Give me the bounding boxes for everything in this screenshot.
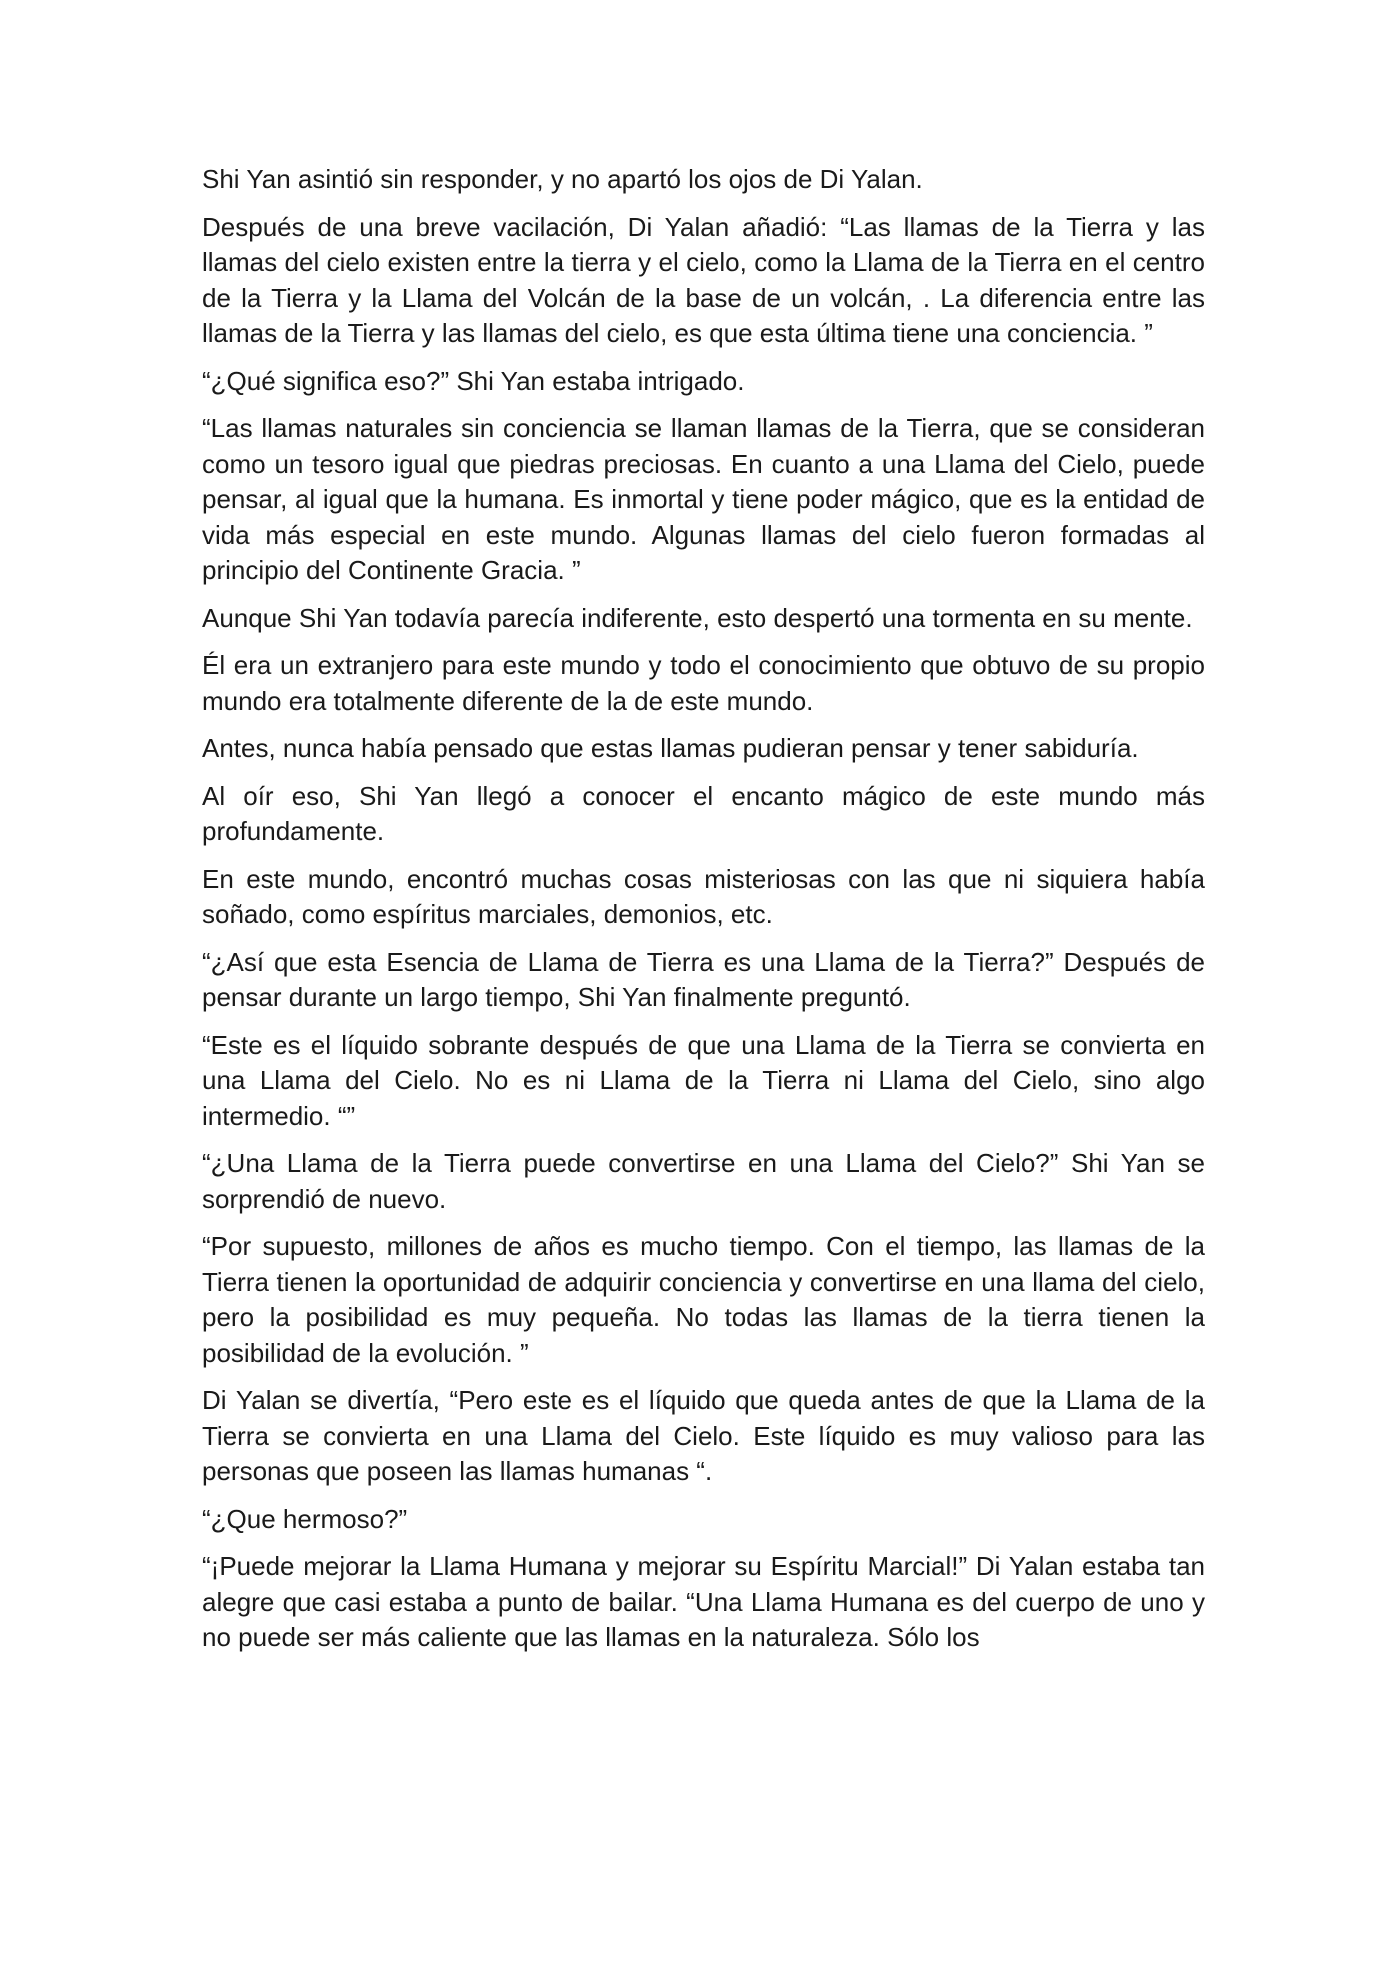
paragraph: “¿Que hermoso?”: [202, 1503, 408, 1534]
paragraph: “¿Qué significa eso?” Shi Yan estaba intrigado.: [202, 365, 745, 396]
paragraph: Al oír eso, Shi Yan llegó a conocer el encanto mágico de este mundo más profundamente.: [202, 780, 1205, 846]
paragraph: “Por supuesto, millones de años es mucho tiempo. Con el tiempo, las llamas de la Tierra tienen la oportunidad de adquirir conciencia y convertirse en una llama del cielo, pero la posibilidad es muy pequeña. No todas las llamas de la tierra tienen la posibilidad de la evolución. ”: [202, 1231, 1205, 1368]
paragraph: En este mundo, encontró muchas cosas misteriosas con las que ni siquiera había soñado, como espíritus marciales, demonios, etc.: [202, 863, 1205, 929]
paragraph: Antes, nunca había pensado que estas llamas pudieran pensar y tener sabiduría.: [202, 733, 1139, 763]
paragraph: Shi Yan asintió sin responder, y no apartó los ojos de Di Yalan.: [202, 164, 923, 194]
paragraph: Aunque Shi Yan todavía parecía indiferente, esto despertó una tormenta en su mente.: [202, 602, 1193, 633]
paragraph: “¡Puede mejorar la Llama Humana y mejorar su Espíritu Marcial!” Di Yalan estaba tan alegre que casi estaba a punto de bailar. “Una Llama Humana es del cuerpo de uno y no puede ser más caliente que las llamas en la naturaleza. Sólo los: [202, 1551, 1205, 1652]
paragraph: Di Yalan se divertía, “Pero este es el líquido que queda antes de que la Llama de la Tierra se convierta en una Llama del Cielo. Este líquido es muy valioso para las personas que poseen las llamas humanas “.: [202, 1385, 1205, 1486]
paragraph: Después de una breve vacilación, Di Yalan añadió: “Las llamas de la Tierra y las llamas del cielo existen entre la tierra y el cielo, como la Llama de la Tierra en el centro de la Tierra y la Llama del Volcán de la base de un volcán, . La diferencia entre las llamas de la Tierra y las llamas del cielo, es que esta última tiene una conciencia. ”: [202, 211, 1205, 348]
paragraph: “¿Una Llama de la Tierra puede convertirse en una Llama del Cielo?” Shi Yan se sorprendió de nuevo.: [202, 1148, 1205, 1214]
paragraph: “Las llamas naturales sin conciencia se llaman llamas de la Tierra, que se consideran como un tesoro igual que piedras preciosas. En cuanto a una Llama del Cielo, puede pensar, al igual que la humana. Es inmortal y tiene poder mágico, que es la entidad de vida más especial en este mundo. Algunas llamas del cielo fueron formadas al principio del Continente Gracia. ”: [202, 413, 1205, 585]
paragraph: “Este es el líquido sobrante después de que una Llama de la Tierra se convierta en una Llama del Cielo. No es ni Llama de la Tierra ni Llama del Cielo, sino algo intermedio. “”: [202, 1029, 1205, 1131]
paragraph: Él era un extranjero para este mundo y todo el conocimiento que obtuvo de su propio mundo era totalmente diferente de la de este mundo.: [202, 650, 1205, 716]
document-body: [202, 162, 1205, 1668]
paragraph: “¿Así que esta Esencia de Llama de Tierra es una Llama de la Tierra?” Después de pensar durante un largo tiempo, Shi Yan finalmente preguntó.: [202, 946, 1205, 1012]
